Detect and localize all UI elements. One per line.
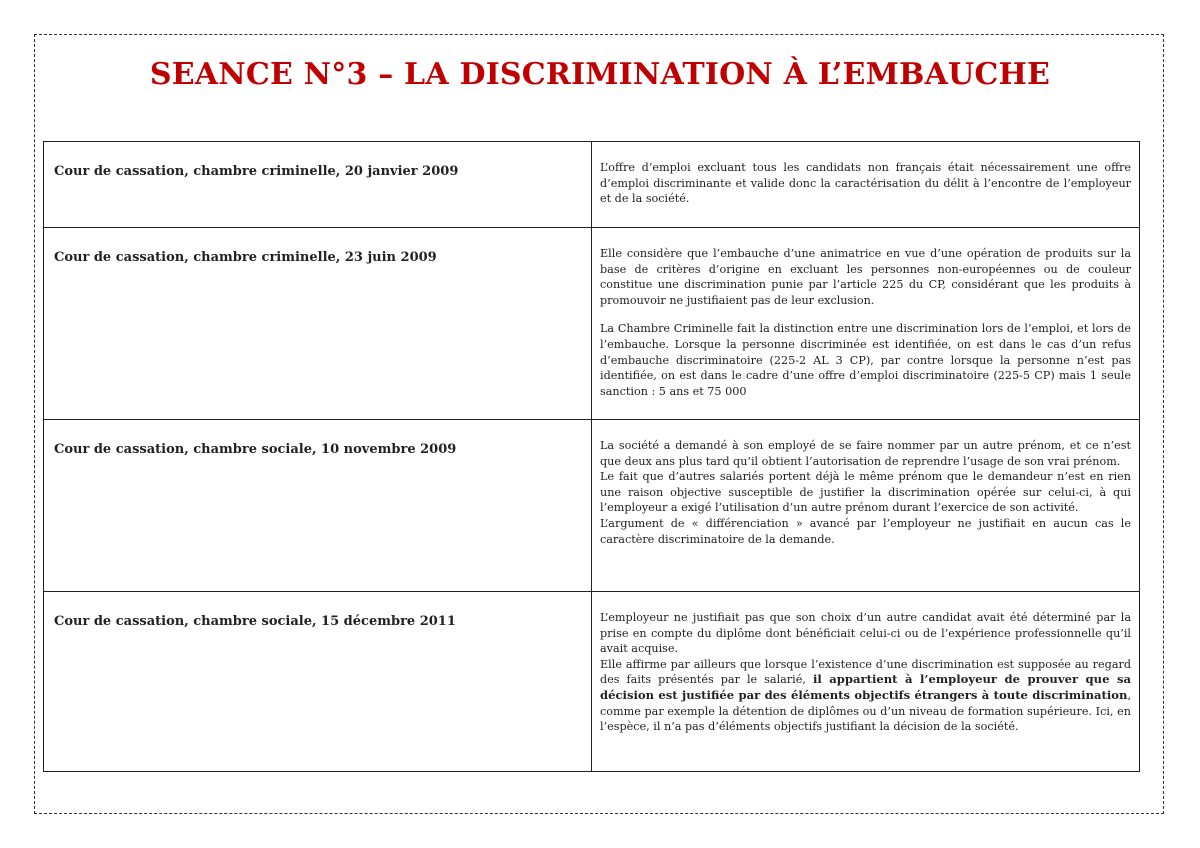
summary-paragraph: L’argument de « différenciation » avancé par l’employeur ne justifiait en aucun cas le caractère discriminatoire de la demande. [600, 516, 1131, 546]
table-row [44, 420, 1140, 592]
rulings-table [43, 141, 1140, 772]
summary-paragraph [600, 657, 1131, 735]
summary-paragraph: La société a demandé à son employé de se faire nommer par un autre prénom, et ce n’est que deux ans plus tard qu’il obtient l’autorisation de reprendre l’usage de son vrai prénom. [600, 439, 1131, 468]
court-cell [44, 228, 592, 420]
court-name: Cour de cassation, chambre sociale, 15 décembre 2011 [54, 614, 456, 629]
summary-paragraph: L’offre d’emploi excluant tous les candidats non français était nécessairement une offre d’emploi discriminante et valide donc la caractérisation du délit à l’encontre de l’employeur et de la société. [600, 161, 1131, 206]
ruling-summary [592, 592, 1140, 772]
summary-paragraph: Elle considère que l’embauche d’une animatrice en vue d’une opération de produits sur la base de critères d’origine en excluant les personnes non-européennes ou de couleur constitue une discrimination punie par l’article 225 du CP, considérant que les produits à promouvoir ne justifiaient pas de leur exclusion. [600, 247, 1131, 307]
court-cell [44, 592, 592, 772]
ruling-summary [592, 142, 1140, 228]
summary-paragraph: L’employeur ne justifiait pas que son choix d’un autre candidat avait été déterminé par la prise en compte du diplôme dont bénéficiait celui-ci ou de l’expérience professionnelle qu’il avait acquise. [600, 611, 1131, 656]
court-name: Cour de cassation, chambre sociale, 10 novembre 2009 [54, 442, 457, 457]
table-row [44, 592, 1140, 772]
ruling-summary [592, 228, 1140, 420]
summary-text: Elle affirme par ailleurs que lorsque l’existence d’une discrimination est supposée au regard des faits présentés par le salarié, [600, 657, 1131, 687]
court-cell [44, 142, 592, 228]
court-name: Cour de cassation, chambre criminelle, 20 janvier 2009 [54, 164, 459, 179]
ruling-summary [592, 420, 1140, 592]
table-row [44, 228, 1140, 420]
summary-paragraph: Le fait que d’autres salariés portent déjà le même prénom que le demandeur n’est en rien une raison objective susceptible de justifier la discrimination opérée sur celui-ci, à qui l’employeur a exigé l’utilisation d’un autre prénom durant l’exercice de son activité. [600, 470, 1131, 515]
court-name: Cour de cassation, chambre criminelle, 23 juin 2009 [54, 250, 437, 265]
court-cell [44, 420, 592, 592]
table-row [44, 142, 1140, 228]
emphasis-text: il appartient à l’employeur de prouver que sa décision est justifiée par des éléments objectifs étrangers à toute discrimination [600, 672, 1131, 702]
summary-text: , comme par exemple la détention de diplômes ou d’un niveau de formation supérieure. Ici, en l’espèce, il n’a pas d’éléments objectifs justifiant la décision de la société. [600, 688, 1131, 734]
page-title: SEANCE N°3 – LA DISCRIMINATION À L’EMBAUCHE [149, 57, 1051, 92]
summary-paragraph: La Chambre Criminelle fait la distinction entre une discrimination lors de l’emploi, et lors de l’embauche. Lorsque la personne discriminée est identifiée, on est dans le cas d’un refus d’embauche discriminatoire (225-2 AL 3 CP), par contre lorsque la personne n’est pas identifiée, on est dans le cadre d’une offre d’emploi discriminatoire (225-5 CP) mais 1 seule sanction : 5 ans et 75 000 [600, 322, 1131, 398]
